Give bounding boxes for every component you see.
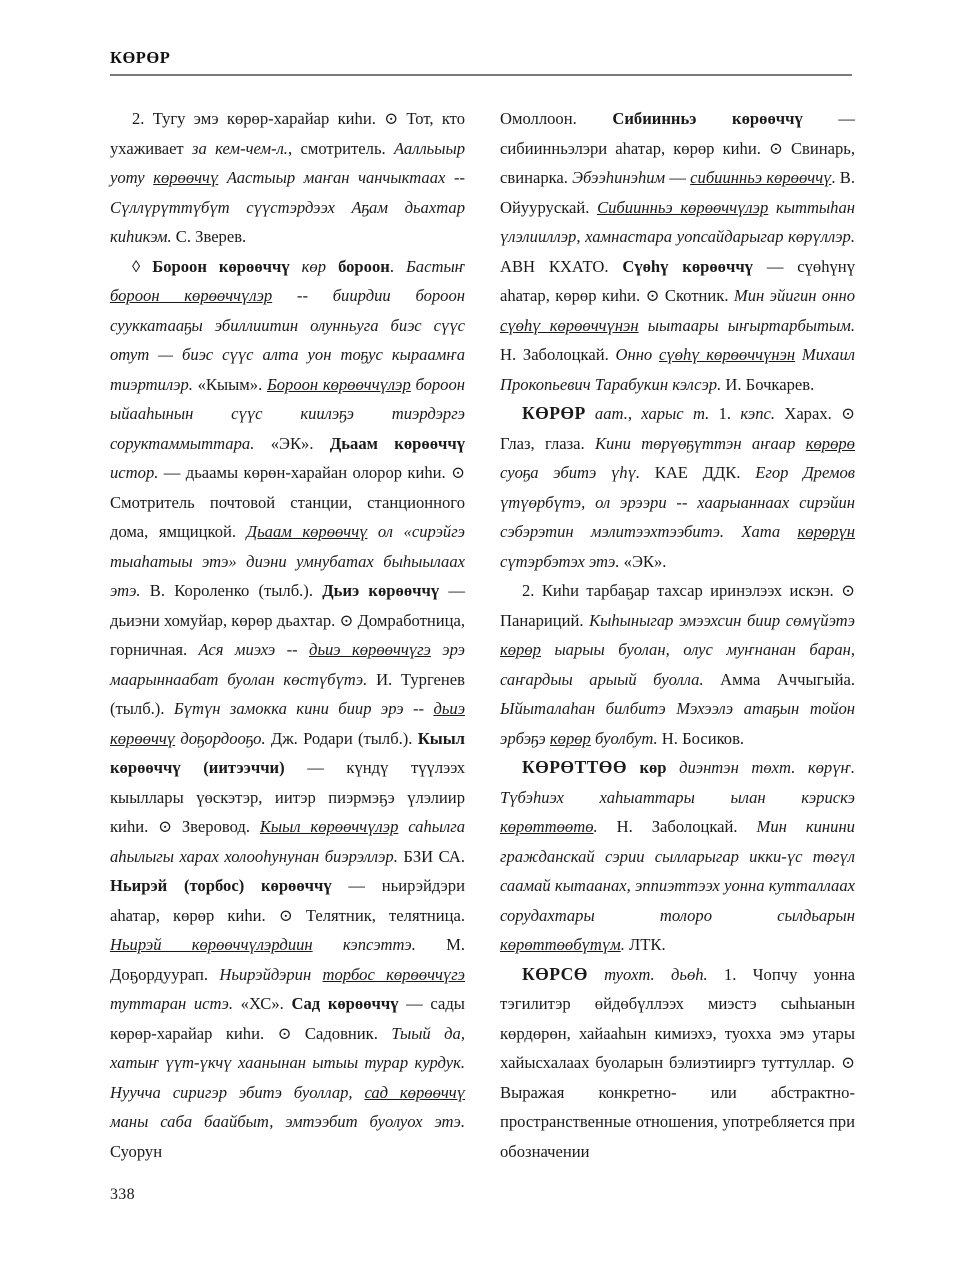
text-run-bold: Сад көрөөччү bbox=[291, 994, 399, 1013]
text-run-uli: Кыыл көрөөччүлэр bbox=[259, 817, 399, 836]
text-run-mark: ◊ bbox=[132, 256, 141, 276]
text-run-plain: Тугу эмэ көрөр-харайар киһи. bbox=[152, 109, 385, 128]
text-run-ital: Аалльыыр уоту bbox=[110, 138, 466, 187]
text-run-uli: сүөһү көрөөччүнэн bbox=[658, 345, 796, 364]
text-run-ital: Кыһыныгар эмээхсин биир сөмүйэтэ bbox=[589, 610, 855, 630]
text-run-plain: Зверовод. bbox=[172, 817, 260, 836]
text-run-plain: Амма Аччыгыйа. bbox=[703, 669, 855, 689]
text-run-plain: 2. bbox=[132, 109, 153, 128]
text-run-plain: — ньирэйдэри аһатар, көрөр киһи. bbox=[110, 876, 465, 925]
text-run-plain: , смотритель. bbox=[287, 138, 395, 158]
entry-paragraph bbox=[110, 104, 465, 252]
text-run-plain: Омоллоон. bbox=[500, 109, 613, 128]
entry-paragraph bbox=[110, 252, 465, 1167]
text-run-ital: Мин эйигин онно bbox=[733, 286, 855, 305]
page-number: 338 bbox=[110, 1186, 135, 1203]
text-run-uli: көрөр bbox=[500, 640, 541, 659]
entry-paragraph bbox=[500, 753, 855, 960]
text-run-plain: 1. Чопчу уонна тэгилитэр өйдөбүллээх миэстэ сыһыанын көрдөрөн, хайааһын кимиэхэ, туохха эмэ утары хайысхалаах буоларын бэлиэтииргэ туттуллар. bbox=[500, 964, 855, 1072]
text-run-ital: . bbox=[593, 817, 598, 836]
text-run-ital: кэпс. bbox=[740, 404, 776, 423]
text-run-mark: ⊙ bbox=[841, 1053, 855, 1072]
text-run-uli: Дьаам көрөөччү bbox=[246, 522, 368, 541]
text-run-mark: ⊙ bbox=[768, 138, 783, 158]
text-run-ital: Егор Дремов үтүөрбүтэ, ол эрээри -- хаарыаннаах сирэйин сэбэрэтин мэлитээхтээбитэ. Хата bbox=[500, 463, 855, 541]
page-header bbox=[110, 50, 852, 76]
text-run-ital: Тыый да, хатыҥ үүт-үкчү хаанынан ытыы турар курдук. Нуучча сиригэр эбитэ буоллар, bbox=[110, 1023, 466, 1102]
text-run-uli: сүөһү көрөөччүнэн bbox=[500, 315, 639, 335]
text-run-plain: КАЕ ДДК. bbox=[640, 463, 756, 482]
text-run-ital: көр bbox=[289, 256, 339, 276]
header-rule bbox=[110, 74, 852, 76]
entry-paragraph bbox=[500, 104, 855, 399]
text-run-plain: Смотритель почтовой станции, станционного дома, ямщицкой. bbox=[110, 492, 465, 541]
text-run-uli: дьиэ көрөөччүгэ bbox=[309, 640, 431, 659]
text-run-mark: ⊙ bbox=[384, 109, 399, 128]
text-run-mark: ⊙ bbox=[339, 610, 354, 630]
text-run-ital: бороон ыйааһынын сүүс киилэҕэ тиэрдэргэ соруктаммыттара. bbox=[110, 374, 465, 453]
text-run-plain: — күндү түүлээх кыыллары үөскэтэр, иитэр пиэрмэҕэ үлэлиир киһи. bbox=[110, 758, 465, 836]
text-run-mark: ⊙ bbox=[158, 817, 173, 836]
text-run-plain: Н. Заболоцкай. bbox=[597, 817, 757, 836]
text-run-uli: сад көрөөччү bbox=[364, 1082, 465, 1102]
text-run-bold: көр bbox=[626, 758, 667, 777]
text-run-ital: маны саба баайбыт, эмтээбит буолуох этэ. bbox=[110, 1112, 465, 1131]
text-run-mark: ⊙ bbox=[841, 581, 855, 600]
text-run-plain: И. Бочкарев. bbox=[721, 374, 815, 394]
text-run-mark: ⊙ bbox=[645, 286, 660, 305]
text-run-plain: . В. Ойуурускай. bbox=[500, 168, 855, 217]
text-run-ital: . bbox=[620, 935, 625, 954]
text-run-mark: ⊙ bbox=[278, 905, 293, 925]
text-run-plain: «ХС». bbox=[233, 994, 292, 1013]
text-run-bold: Дьиэ көрөөччү bbox=[322, 581, 440, 600]
text-run-plain: Свинарь, свинарка. bbox=[500, 138, 855, 187]
text-run-ital: буолбут. bbox=[590, 728, 658, 748]
entry-paragraph bbox=[500, 399, 855, 576]
text-run-uli: сибиинньэ көрөөччү bbox=[690, 168, 832, 187]
text-run-uli: дьиэ көрөөччү bbox=[110, 699, 466, 748]
text-run-uli: көрөрүн bbox=[797, 522, 855, 541]
text-columns bbox=[110, 104, 855, 1179]
text-run-ital: -- биирдии бороон сууккатааҕы эбиллиитин олунньуга биэс сүүс отут — биэс сүүс алта уон тоҕус кыраамҥа тиэртилэр. bbox=[110, 286, 465, 394]
text-run-plain: Дж. Родари (тылб.). bbox=[265, 728, 418, 748]
text-run-headword: КӨРӨТТӨӨ bbox=[522, 757, 627, 777]
text-run-bold: Ньирэй (торбос) көрөөччү bbox=[110, 876, 332, 895]
text-run-ital: Онно bbox=[615, 345, 659, 364]
text-run-plain: «ЭК». bbox=[619, 551, 667, 571]
text-run-plain: М. Доҕордуурап. bbox=[110, 935, 465, 984]
text-run-plain: Выражая конкретно- или абстрактно-пространственные отношения, употребляется при обозначении bbox=[500, 1082, 855, 1161]
text-run-ital: суоҕа эбитэ үһү. bbox=[500, 463, 641, 482]
text-run-ital: аат., харыс т. bbox=[585, 404, 710, 423]
text-run-plain: 2. Киһи тарбаҕар тахсар иринэлээх искэн. bbox=[522, 581, 842, 600]
text-run-plain: 1. bbox=[709, 404, 741, 423]
text-run-plain: — bbox=[665, 168, 691, 187]
text-run-plain: — дьаамы көрөн-харайан олорор киһи. bbox=[158, 463, 452, 482]
text-run-plain: С. Зверев. bbox=[171, 227, 247, 246]
text-run-uli: көрөттөөбүтүм bbox=[500, 935, 621, 954]
text-run-plain: «Кыым». bbox=[192, 374, 267, 394]
text-run-plain: Тот, кто ухаживает bbox=[110, 109, 466, 158]
text-run-ital: Кини төрүөҕүттэн аҥаар bbox=[595, 433, 806, 453]
text-run-plain: Суорун bbox=[110, 1141, 163, 1161]
text-run-uli: Бороон көрөөччүлэр bbox=[266, 374, 411, 394]
text-run-plain: Глаз, глаза. bbox=[500, 433, 596, 453]
running-head: КӨРӨР bbox=[110, 48, 171, 67]
text-run-headword: КӨРСӨ bbox=[522, 963, 588, 984]
text-run-ital: саһылга аһылыгы харах холооһунунан биэрэллэр. bbox=[110, 817, 465, 866]
text-run-plain: Н. Босиков. bbox=[657, 728, 745, 748]
text-run-mark: ⊙ bbox=[451, 463, 465, 482]
text-run-ital: Аастыыр маҥан чанчыктаах -- Сүллүрүттүбүт сүүстэрдээх Аҕам дьахтар киһикэм. bbox=[110, 168, 465, 246]
left-column bbox=[110, 104, 465, 1179]
text-run-uli: Ньирэй көрөөччүлэрдиин bbox=[110, 935, 313, 954]
text-run-plain: — сибиинньэлэри аһатар, көрөр киһи. bbox=[500, 109, 855, 158]
entry-paragraph bbox=[500, 576, 855, 753]
right-column bbox=[500, 104, 855, 1179]
entry-paragraph bbox=[500, 960, 855, 1167]
text-run-plain: — сады көрөр-харайар киһи. bbox=[110, 994, 465, 1043]
text-run-ital: Михаил Прокопьевич Тарабукин кэлсэр. bbox=[500, 345, 855, 394]
text-run-ital: ол «сирэйгэ тыаһатыы этэ» диэни умнубатах быһыылаах этэ. bbox=[110, 522, 465, 600]
text-run-ital: ыарыы буолан, олус муҥнанан баран, саҥардыы арыый буолла. bbox=[500, 640, 855, 689]
text-run-plain: Скотник. bbox=[659, 286, 734, 305]
text-run-ital: истор. bbox=[110, 463, 159, 482]
text-run-ital: Эбээһинэһим bbox=[572, 168, 666, 187]
text-run-uli: көрөөччү bbox=[153, 168, 219, 187]
text-run-ital: кэпсэттэ. bbox=[312, 935, 416, 954]
text-run-ital: эрэ маарыннаабат буолан көстүбүтэ. bbox=[110, 640, 465, 689]
text-run-plain: Панариций. bbox=[500, 610, 590, 630]
text-run-uli: бороон көрөөччүлэр bbox=[110, 286, 273, 305]
text-run-uli: көрөр bbox=[549, 728, 591, 748]
text-run-plain: Домработница, горничная. bbox=[110, 610, 465, 659]
text-run-plain: . bbox=[389, 256, 407, 276]
text-run-ital: доҕордооҕо. bbox=[175, 728, 266, 748]
text-run-plain: Н. Заболоцкай. bbox=[500, 345, 616, 364]
text-run-uli: көрөрө bbox=[805, 433, 855, 453]
text-run-ital: Ньирэйдэрин bbox=[219, 964, 323, 984]
text-run-uli: Сибиинньэ көрөөччүлэр bbox=[597, 197, 769, 217]
text-run-bold: бороон bbox=[338, 256, 390, 276]
text-run-bold: Сибиинньэ көрөөччү bbox=[612, 109, 803, 128]
text-run-mark: ⊙ bbox=[841, 404, 855, 423]
text-run-ital: туохт. дьөһ. bbox=[587, 964, 708, 984]
text-run-ital: кыттыһан үлэлииллэр, хамнастара уопсайдарыгар көрүллэр. bbox=[500, 197, 855, 246]
text-run-plain: Садовник. bbox=[291, 1023, 392, 1043]
text-run-plain: «ЭК». bbox=[254, 433, 330, 453]
text-run-ital: диэнтэн төхт. көрүҥ. bbox=[666, 758, 855, 777]
text-run-mark: ⊙ bbox=[277, 1023, 292, 1043]
text-run-ital: ыытаары ыҥыртарбытым. bbox=[638, 315, 855, 335]
text-run-uli: торбос көрөөччүгэ bbox=[322, 964, 465, 984]
text-run-ital: Түбэһиэх хаһыаттары ылан кэрискэ bbox=[500, 787, 855, 807]
text-run-bold: Сүөһү көрөөччү bbox=[622, 256, 753, 276]
text-run-plain: Харах. bbox=[775, 404, 842, 423]
text-run-headword: КӨРӨР bbox=[522, 403, 586, 423]
text-run-plain: БЗИ СА. bbox=[397, 846, 465, 866]
text-run-plain: В. Короленко (тылб.). bbox=[140, 581, 323, 600]
text-run-plain: АВН КХАТО. bbox=[500, 256, 623, 276]
text-run-plain: — сүөһүнү аһатар, көрөр киһи. bbox=[500, 256, 855, 305]
text-run-plain: И. Тургенев (тылб.). bbox=[110, 669, 465, 718]
text-run-ital: туттаран истэ. bbox=[110, 994, 233, 1013]
text-run-plain: ЛТК. bbox=[624, 935, 666, 954]
text-run-bold: Кыыл көрөөччү (иитээччи) bbox=[110, 728, 465, 777]
text-run-ital: Ыйыталаһан билбитэ Мэхээлэ атаҕын тойон эрбэҕэ bbox=[500, 699, 855, 748]
text-run-plain: — дьиэни хомуйар, көрөр дьахтар. bbox=[110, 581, 465, 630]
text-run-ital: Бүтүн замокка кини биир эрэ -- bbox=[173, 699, 434, 718]
text-run-plain: Телятник, телятница. bbox=[292, 905, 465, 925]
text-run-ital: сүтэрбэтэх этэ. bbox=[500, 551, 620, 571]
text-run-bold: Бороон көрөөччү bbox=[152, 256, 290, 276]
text-run-ital: Бастыҥ bbox=[406, 256, 466, 276]
text-run-ital: за кем-чем-л. bbox=[192, 138, 288, 158]
text-run-bold: Дьаам көрөөччү bbox=[329, 433, 466, 453]
text-run-ital: Мин кинини гражданскай сэрии сылларыгар икки-үс төгүл саамай кытаанах, эппиэттээх уонна кутталлаах сорудахтары толоро сылдьарын bbox=[500, 817, 855, 925]
text-run-uli: көрөттөөтө bbox=[500, 817, 594, 836]
text-run-plain bbox=[140, 257, 152, 276]
text-run-ital: Ася миэхэ -- bbox=[198, 640, 310, 659]
